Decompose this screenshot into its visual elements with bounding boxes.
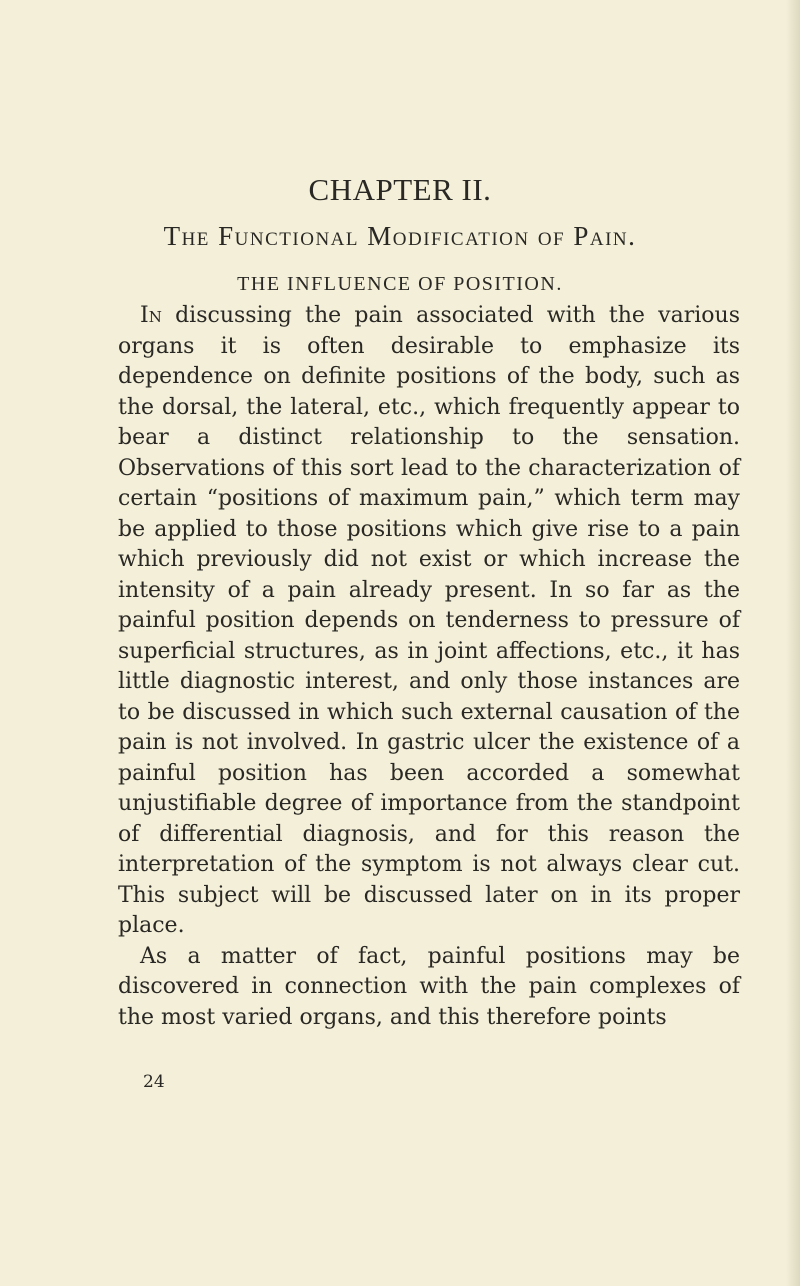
paragraph-1 — [118, 301, 740, 942]
chapter-title: The Functional Modification of Pain. — [163, 221, 637, 251]
chapter-heading: CHAPTER II. — [308, 172, 492, 207]
body-text — [118, 301, 740, 1033]
paragraph-1-body: discussing the pain associated with the various organs it is often desirable to emphasize its dependence on definite positions of the body, such as the dorsal, the lateral, etc., which frequently appear to bear a distinct relationship to the sensation. Observations of this sort lead to the characterization of certain “positions of maximum pain,” which term may be applied to those positions which give rise to a pain which previously did not exist or which increase the intensity of a pain already present. In so far as the painful position depends on tenderness to pressure of superficial structures, as in joint affections, etc., it has little diagnostic interest, and only those instances are to be discussed in which such external causation of the pain is not involved. In gastric ulcer the existence of a painful position has been accorded a somewhat unjustifiable degree of importance from the standpoint of differential diagnosis, and for this reason the interpretation of the symptom is not always clear cut. This subject will be discussed later on in its proper place. — [118, 303, 740, 938]
paragraph-lead-word: In — [140, 303, 162, 328]
paragraph-2-body: As a matter of fact, painful positions may be discovered in connection with the pain complexes of the most varied organs, and this therefore points — [118, 943, 740, 1030]
page-number: 24 — [143, 1072, 165, 1092]
paragraph-2 — [118, 942, 740, 1034]
section-heading: THE INFLUENCE OF POSITION. — [237, 273, 563, 295]
